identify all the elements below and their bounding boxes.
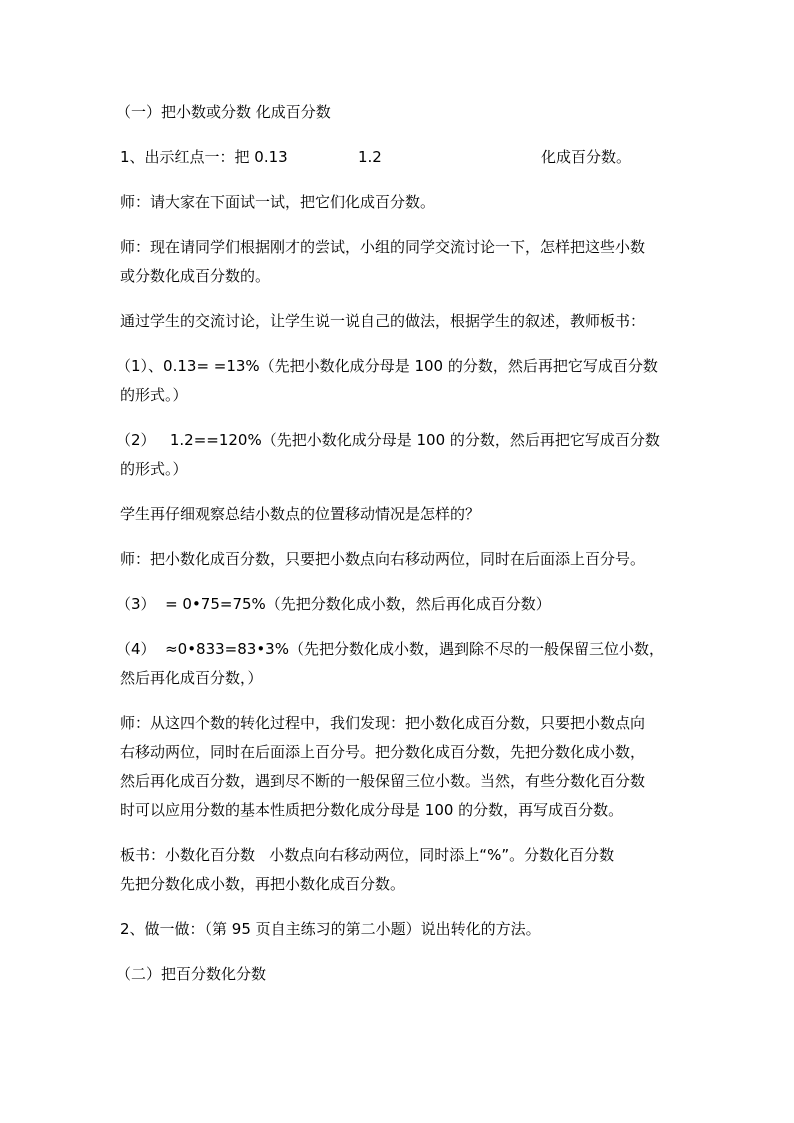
paragraph-line: 或分数化成百分数的。 <box>120 267 271 285</box>
paragraph-line: 师：把小数化成百分数，只要把小数点向右移动两位，同时在后面添上百分号。 <box>120 550 646 568</box>
paragraph-line: 板书：小数化百分数 小数点向右移动两位，同时添上“%”。分数化百分数 <box>120 846 615 864</box>
paragraph-line: 2、做一做：（第 95 页自主练习的第二小题）说出转化的方法。 <box>120 920 541 938</box>
equation-line: （3） = 0•75=75%（先把分数化成小数，然后再化成百分数） <box>116 595 551 613</box>
equation-line: （1）、0.13= =13%（先把小数化成分母是 100 的分数，然后再把它写成百分数 <box>116 357 658 375</box>
paragraph-line: 1.2 <box>358 148 382 166</box>
paragraph-line: 师：从这四个数的转化过程中，我们发现：把小数化成百分数，只要把小数点向 <box>120 714 646 732</box>
paragraph-line: 时可以应用分数的基本性质把分数化成分母是 100 的分数，再写成百分数。 <box>120 801 624 819</box>
paragraph-line: 然后再化成百分数，遇到尽不断的一般保留三位小数。当然，有些分数化百分数 <box>120 772 646 790</box>
section-heading: （二）把百分数化分数 <box>116 965 267 983</box>
paragraph-line: 学生再仔细观察总结小数点的位置移动情况是怎样的？ <box>120 505 481 523</box>
paragraph-line: 化成百分数。 <box>541 148 632 166</box>
paragraph-line: 右移动两位，同时在后面添上百分号。把分数化成百分数，先把分数化成小数， <box>120 743 646 761</box>
equation-line: （2） 1.2==120%（先把小数化成分母是 100 的分数，然后再把它写成百分数 <box>116 431 660 449</box>
equation-line: 的形式。） <box>120 386 188 404</box>
paragraph-line: 通过学生的交流讨论，让学生说一说自己的做法，根据学生的叙述，教师板书： <box>120 312 646 330</box>
equation-line: 的形式。） <box>120 460 188 478</box>
section-heading: （一）把小数或分数 化成百分数 <box>116 103 331 121</box>
paragraph-line: 师：现在请同学们根据刚才的尝试，小组的同学交流讨论一下，怎样把这些小数 <box>120 238 646 256</box>
paragraph-line: 师：请大家在下面试一试，把它们化成百分数。 <box>120 193 436 211</box>
equation-line: （4） ≈0•833=83•3%（先把分数化成小数，遇到除不尽的一般保留三位小数， <box>116 640 664 658</box>
paragraph-line: 1、出示红点一：把 0.13 <box>120 148 288 166</box>
equation-line: 然后再化成百分数，） <box>120 669 263 687</box>
paragraph-line: 先把分数化成小数，再把小数化成百分数。 <box>120 875 406 893</box>
